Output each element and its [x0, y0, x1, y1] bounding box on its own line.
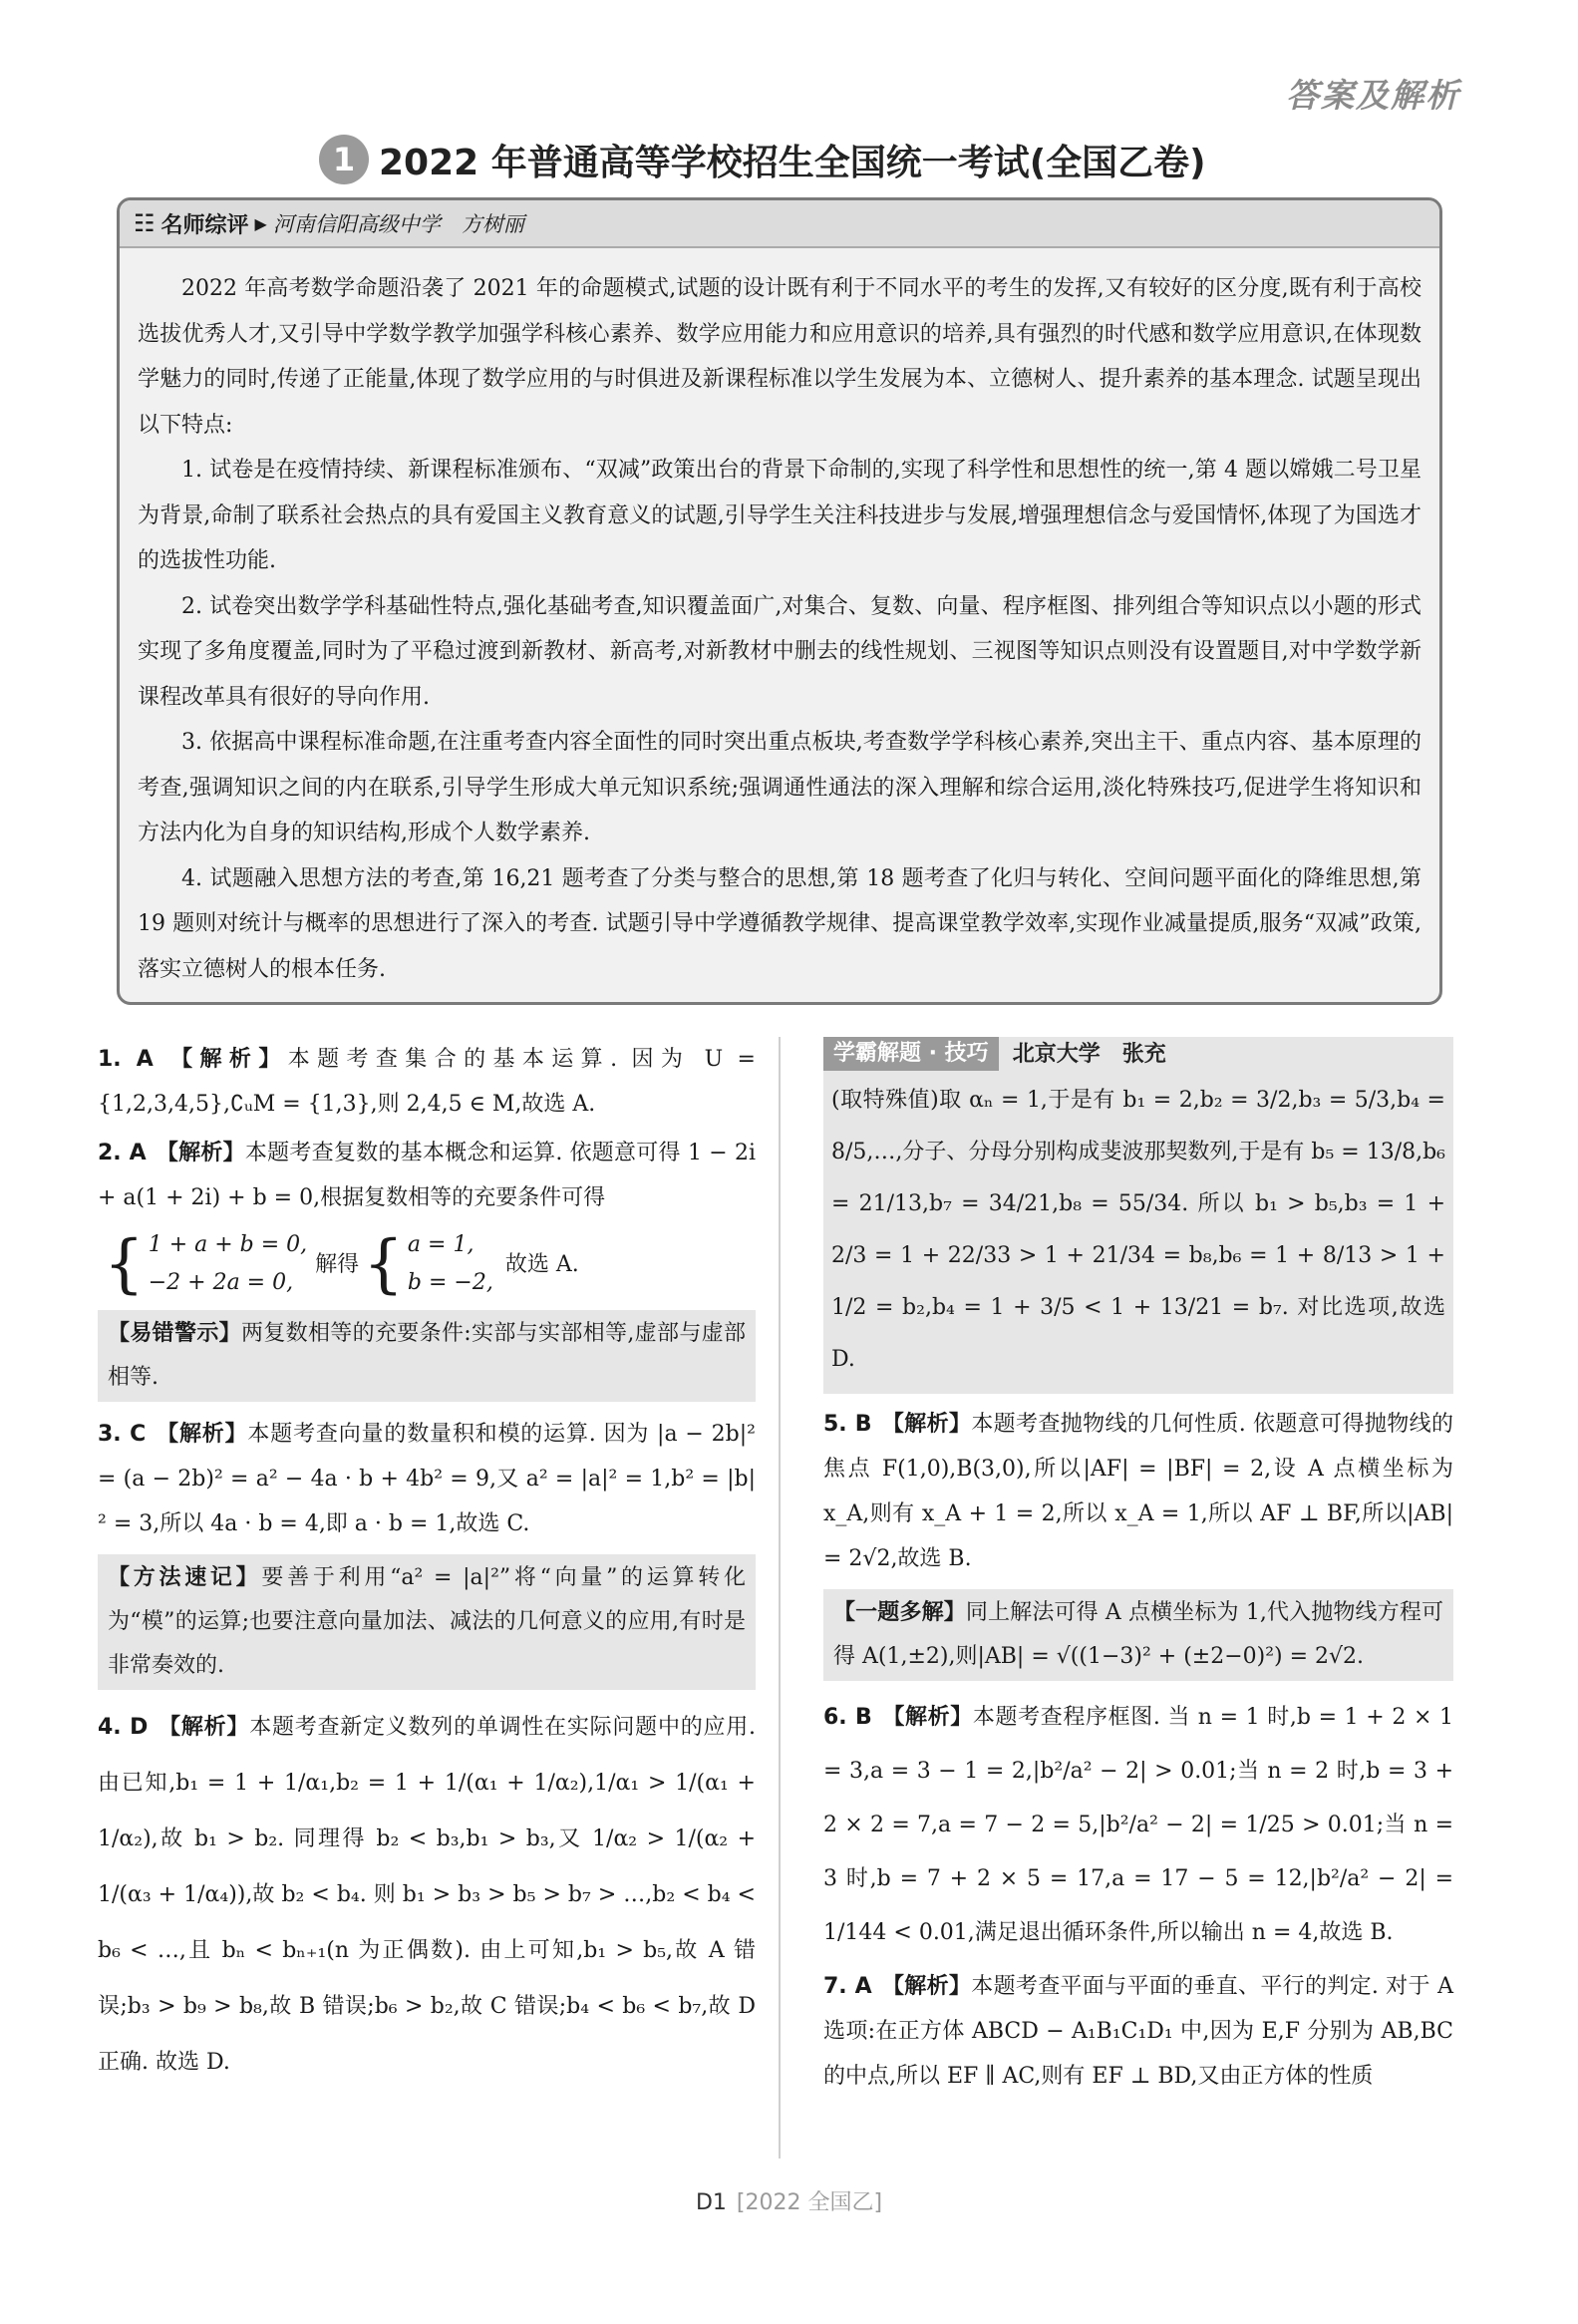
page-source: [2022 全国乙] [736, 2190, 883, 2215]
answer-number: 4. D [98, 1715, 149, 1740]
tip-box [823, 1589, 1453, 1681]
top-student-tip-header [823, 1037, 1453, 1071]
review-paragraph: 2022 年高考数学命题沿袭了 2021 年的命题模式,试题的设计既有利于不同水平的考生的发挥,又有较好的区分度,既有利于高校选拔优秀人才,又引导中学数学教学加强学科核心素养、数学应用能力和应用意识的培养,具有强烈的时代感和数学应用意识,在体现数学魅力的同时,传递了正能量,体现了数学应用的与时俱进及新课程标准以学生发展为本、立德树人、提升素养的基本理念. 试题呈现出以下特点: [138, 276, 1421, 438]
teacher-review-author: 河南信阳高级中学 方树丽 [272, 212, 524, 236]
tip-title: 【一题多解】 [833, 1600, 966, 1625]
answer-tag: 【解析】 [156, 1141, 245, 1165]
top-student-tip-label: 学霸解题 · 技巧 [823, 1037, 999, 1071]
answer-tag: 【解析】 [881, 1705, 973, 1730]
brace: { [104, 1227, 145, 1301]
answer-tag: 【解析】 [881, 1974, 972, 1999]
answer-text: 本题考查程序框图. 当 n = 1 时,b = 1 + 2 × 1 = 3,a = 3 − 1 = 2,|b²/a² − 2| > 0.01;当 n = 2 时,b = 3 + 2 × 2 = 7,a = 7 − 2 = 5,|b²/a² − 2| = 1/25 > 0.01;当 n = 3 时,b = 7 + 2 × 5 = 17,a = 17 − 5 = 12,|b²/a² − 2| = 1/144 < 0.01,满足退出循环条件,所以输出 n = 4,故选 B. [823, 1705, 1453, 1945]
teacher-review-label: 名师综评 [160, 212, 249, 238]
tip-text: 两复数相等的充要条件:实部与实部相等,虚部与虚部相等. [108, 1321, 746, 1390]
answer-tag: 【解析】 [156, 1422, 248, 1447]
equation-system [104, 1226, 756, 1302]
answer-7 [823, 1964, 1453, 2099]
answer-text: 本题考查复数的基本概念和运算. 依题意可得 1 − 2i + a(1 + 2i) + b = 0,根据复数相等的充要条件可得 [98, 1141, 756, 1210]
review-paragraph: 2. 试卷突出数学学科基础性特点,强化基础考查,知识覆盖面广,对集合、复数、向量、程序框图、排列组合等知识点以小题的形式实现了多角度覆盖,同时为了平稳过渡到新教材、新高考,对新教材中删去的线性规划、三视图等知识点则没有设置题目,对中学数学新课程改革具有很好的导向作用. [138, 593, 1421, 710]
page-number: D1 [695, 2190, 727, 2215]
answer-number: 6. B [823, 1705, 872, 1730]
tip-box [98, 1310, 756, 1402]
right-column [823, 1037, 1453, 2103]
answer-text: 本题考查新定义数列的单调性在实际问题中的应用. 由已知,b₁ = 1 + 1/α₁,b₂ = 1 + 1/(α₁ + 1/α₂),1/α₁ > 1/(α₁ + 1/α₂),故 b₁ > b₂. 同理得 b₂ < b₃,b₁ > b₃,又 1/α₂ > 1/(α₂ + 1/(α₃ + 1/α₄)),故 b₂ < b₄. 则 b₁ > b₃ > b₅ > b₇ > …,b₂ < b₄ < b₆ < …,且 bₙ < bₙ₊₁(n 为正偶数). 由上可知,b₁ > b₅,故 A 错误;b₃ > b₉ > b₈,故 B 错误;b₆ > b₂,故 C 错误;b₄ < b₆ < b₇,故 D 正确. 故选 D. [98, 1715, 756, 2075]
answer-4 [98, 1700, 756, 2091]
answer-number: 5. B [823, 1412, 872, 1437]
answer-tag: 【解析】 [158, 1715, 250, 1740]
answer-tag: 【解析】 [162, 1047, 288, 1072]
system-right [408, 1226, 493, 1302]
teacher-review-header [120, 200, 1439, 248]
solve-label: 解得 [315, 1251, 360, 1277]
top-student-tip-text: (取特殊值)取 αₙ = 1,于是有 b₁ = 2,b₂ = 3/2,b₃ = 5/3,b₄ = 8/5,…,分子、分母分别构成斐波那契数列,于是有 b₅ = 13/8,b₆ = 21/13,b₇ = 34/21,b₈ = 55/34. 所以 b₁ > b₅,b₃ = 1 + 2/3 = 1 + 22/33 > 1 + 21/34 = b₈,b₆ = 1 + 8/13 > 1 + 1/2 = b₂,b₄ = 1 + 3/5 < 1 + 13/21 = b₇. 对比选项,故选 D. [831, 1088, 1446, 1372]
answer-number: 1. A [98, 1047, 154, 1072]
left-column [98, 1037, 756, 2095]
review-paragraph: 3. 依据高中课程标准命题,在注重考查内容全面性的同时突出重点板块,考查数学学科核心素养,突出主干、重点内容、基本原理的考查,强调知识之间的内在联系,引导学生形成大单元知识系统;强调通性通法的深入理解和综合运用,淡化特殊技巧,促进学生将知识和方法内化为自身的知识结构,形成个人数学素养. [138, 730, 1421, 845]
equation: a = 1, [407, 1232, 474, 1257]
answer-text: 本题考查抛物线的几何性质. 依题意可得抛物线的焦点 F(1,0),B(3,0),所以|AF| = |BF| = 2,设 A 点横坐标为 x_A,则有 x_A + 1 = 2,所以 x_A = 1,所以 AF ⊥ BF,所以|AB| = 2√2,故选 B. [823, 1412, 1453, 1571]
review-paragraph: 1. 试卷是在疫情持续、新课程标准颁布、“双减”政策出台的背景下命制的,实现了科学性和思想性的统一,第 4 题以嫦娥二号卫星为背景,命制了联系社会热点的具有爱国主义教育意义的试题,引导学生关注科技进步与发展,增强理想信念与爱国情怀,体现了为国选才的选拔性功能. [138, 458, 1421, 573]
brace: { [363, 1227, 404, 1301]
answer-tag: 【解析】 [881, 1412, 972, 1437]
equation: −2 + 2a = 0, [148, 1270, 294, 1295]
system-left [149, 1226, 307, 1302]
exam-title-text: 2022 年普通高等学校招生全国统一考试(全国乙卷) [379, 142, 1206, 183]
section-label: 答案及解析 [1286, 76, 1460, 115]
review-paragraph: 4. 试题融入思想方法的考查,第 16,21 题考查了分类与整合的思想,第 18 题考查了化归与转化、空间问题平面化的降维思想,第 19 题则对统计与概率的思想进行了深入的考查. 试题引导中学遵循教学规律、提高课堂教学效率,实现作业减量提质,服务“双减”政策,落实立德树人的根本任务. [138, 865, 1421, 982]
answer-text: 本题考查向量的数量积和模的运算. 因为 |a − 2b|² = (a − 2b)² = a² − 4a · b + 4b² = 9,又 a² = |a|² = 1,b² = |b|² = 3,所以 4a · b = 4,即 a · b = 1,故选 C. [98, 1422, 756, 1536]
page-footer [0, 2185, 1578, 2216]
top-student-tip-box [823, 1037, 1453, 1394]
exam-title [319, 130, 1206, 189]
answer-number: 2. A [98, 1141, 147, 1165]
answer-3 [98, 1412, 756, 1546]
answer-1 [98, 1037, 756, 1127]
answer-number: 3. C [98, 1422, 147, 1447]
answer-text: 本题考查平面与平面的垂直、平行的判定. 对于 A 选项:在正方体 ABCD − A₁B₁C₁D₁ 中,因为 E,F 分别为 AB,BC 的中点,所以 EF ∥ AC,则有 EF ⊥ BD,又由正方体的性质 [823, 1974, 1453, 2089]
exam-number-badge: 1 [319, 135, 369, 184]
answer-text: 本题考查集合的基本运算. 因为 U = {1,2,3,4,5},∁ᵤM = {1,3},则 2,4,5 ∈ M,故选 A. [98, 1047, 756, 1117]
teacher-review-body [120, 248, 1439, 992]
column-divider [779, 1037, 781, 2158]
equation: 1 + a + b = 0, [148, 1232, 308, 1257]
answer-5 [823, 1402, 1453, 1581]
tip-box [98, 1554, 756, 1690]
tip-title: 【易错警示】 [108, 1321, 241, 1346]
tip-title: 【方法速记】 [108, 1565, 262, 1590]
answer-number: 7. A [823, 1974, 872, 1999]
top-student-tip-author: 北京大学 张充 [1012, 1041, 1166, 1067]
answer-6 [823, 1691, 1453, 1960]
equation: b = −2, [407, 1270, 493, 1295]
menu-icon: ☷ [134, 209, 156, 237]
tip-text: 要善于利用“a² = |a|²”将“向量”的运算转化为“模”的运算;也要注意向量加法、减法的几何意义的应用,有时是非常奏效的. [108, 1565, 746, 1678]
tip-text: 同上解法可得 A 点横坐标为 1,代入抛物线方程可得 A(1,±2),则|AB| = √((1−3)² + (±2−0)²) = 2√2. [833, 1600, 1443, 1669]
conclusion: 故选 A. [504, 1251, 579, 1277]
triangle-arrow-icon: ▶ [254, 213, 267, 233]
teacher-review-box [117, 197, 1442, 1005]
answer-2 [98, 1131, 756, 1302]
